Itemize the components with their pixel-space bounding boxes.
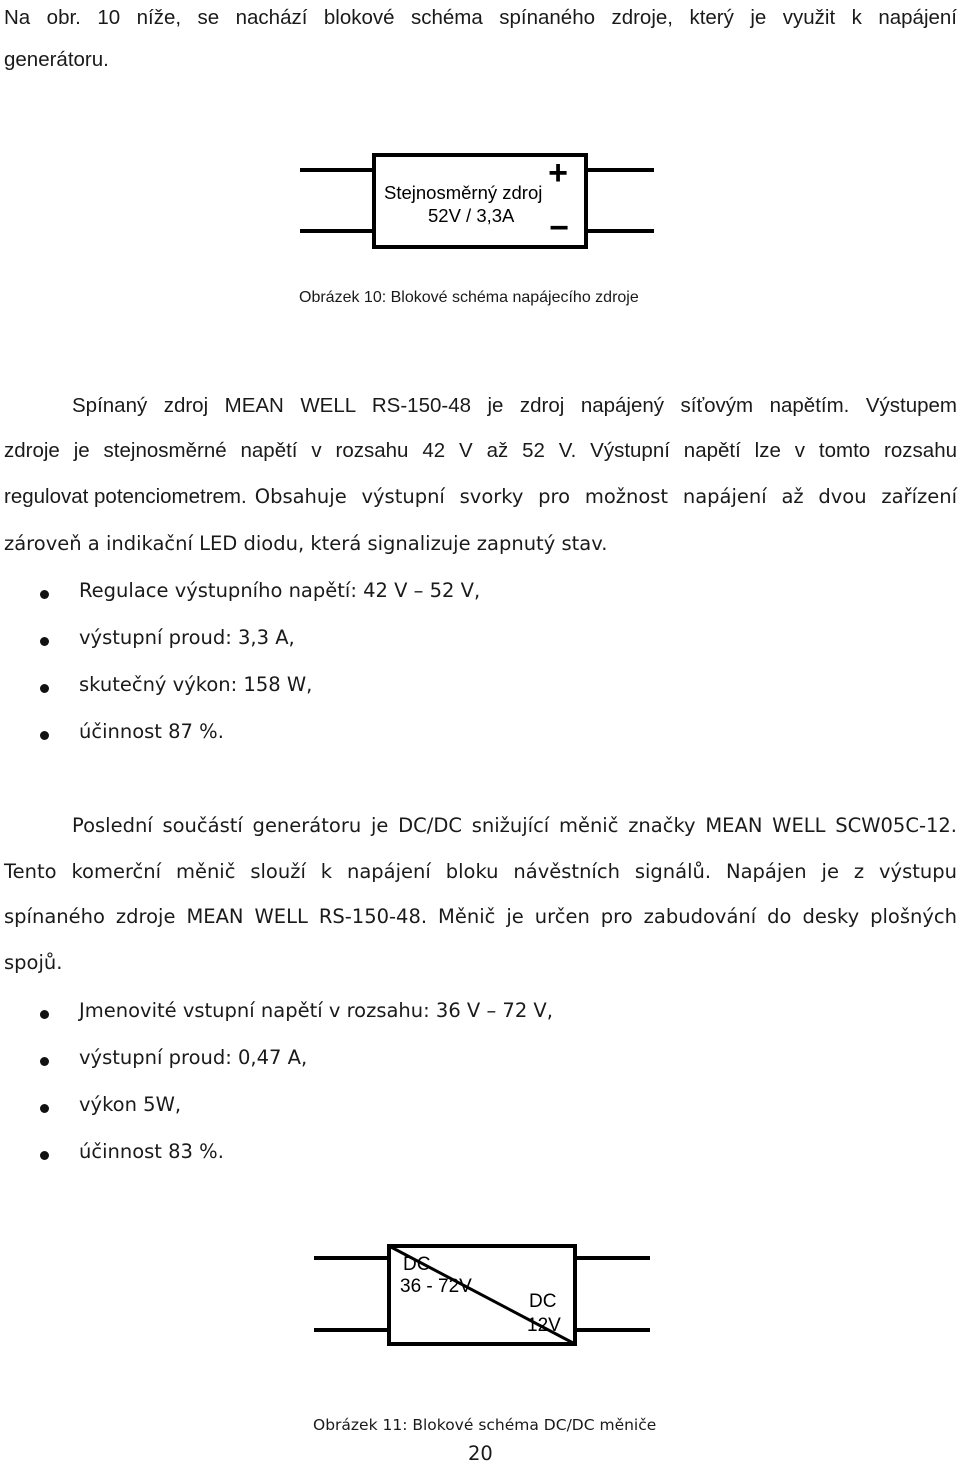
dcdc-converter-diagram <box>310 1240 654 1350</box>
paragraph1-line-2: zdroje je stejnosměrné napětí v rozsahu 42 V až 52 V. Výstupní napětí lze v tomto rozsahu <box>4 439 957 462</box>
figure11-caption: Obrázek 11: Blokové schéma DC/DC měniče <box>313 1416 657 1434</box>
output-voltage-label: 12V <box>527 1315 561 1336</box>
bullet-icon <box>40 731 49 740</box>
bullet-icon <box>40 684 49 693</box>
input-type-label: DC <box>403 1254 431 1275</box>
list1-item-2: výstupní proud: 3,3 A, <box>79 626 295 649</box>
list1-item-3: skutečný výkon: 158 W, <box>79 673 313 696</box>
paragraph1-line-3 <box>4 487 957 508</box>
plus-terminal-icon: + <box>548 154 568 192</box>
minus-terminal-icon: − <box>549 209 569 247</box>
paragraph1-line-3-part-a: regulovat potenciometrem. <box>4 485 247 508</box>
list2-item-3: výkon 5W, <box>79 1093 182 1116</box>
input-voltage-label: 36 - 72V <box>400 1276 472 1297</box>
intro-line-2: generátoru. <box>4 48 109 71</box>
paragraph1-line-1: Spínaný zdroj MEAN WELL RS-150-48 je zdroj napájený síťovým napětím. Výstupem <box>72 394 957 417</box>
bullet-icon <box>40 1104 49 1113</box>
paragraph2-line-4: spojů. <box>4 951 63 974</box>
bullet-icon <box>40 1151 49 1160</box>
power-supply-diagram <box>296 148 660 258</box>
paragraph2-line-2: Tento komerční měnič slouží k napájení bloku návěstních signálů. Napájen je z výstupu <box>4 860 957 883</box>
paragraph2-line-3: spínaného zdroje MEAN WELL RS-150-48. Měnič je určen pro zabudování do desky plošných <box>4 905 957 928</box>
list1-item-1: Regulace výstupního napětí: 42 V – 52 V, <box>79 579 481 602</box>
paragraph2-line-1: Poslední součástí generátoru je DC/DC snižující měnič značky MEAN WELL SCW05C-12. <box>72 814 957 837</box>
list2-item-1: Jmenovité vstupní napětí v rozsahu: 36 V – 72 V, <box>79 999 553 1022</box>
bullet-icon <box>40 637 49 646</box>
power-supply-label-line1: Stejnosměrný zdroj <box>384 182 543 203</box>
list1-item-4: účinnost 87 %. <box>79 720 224 743</box>
bullet-icon <box>40 1010 49 1019</box>
intro-line-1: Na obr. 10 níže, se nachází blokové schéma spínaného zdroje, který je využit k napájení <box>4 6 957 29</box>
page-number: 20 <box>468 1442 493 1465</box>
figure10-caption: Obrázek 10: Blokové schéma napájecího zdroje <box>299 289 639 306</box>
paragraph1-line-3-part-b: Obsahuje výstupní svorky pro možnost napájení až dvou zařízení <box>254 485 957 508</box>
power-supply-label-line2: 52V / 3,3A <box>428 205 515 226</box>
bullet-icon <box>40 1057 49 1066</box>
output-type-label: DC <box>529 1291 557 1312</box>
list2-item-2: výstupní proud: 0,47 A, <box>79 1046 308 1069</box>
bullet-icon <box>40 590 49 599</box>
paragraph1-line-4: zároveň a indikační LED diodu, která signalizuje zapnutý stav. <box>4 532 608 555</box>
list2-item-4: účinnost 83 %. <box>79 1140 224 1163</box>
